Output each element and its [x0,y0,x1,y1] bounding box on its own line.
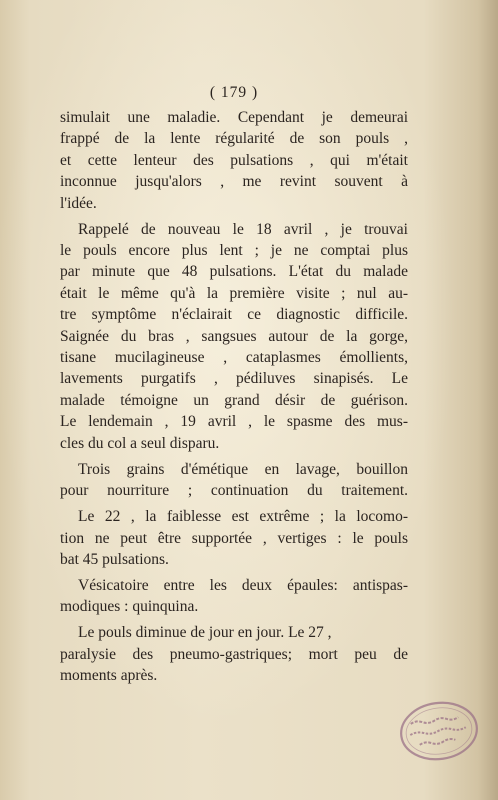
paragraph [60,575,408,618]
text-line: pour nourriture ; continuation du traitement. [60,482,408,500]
text-line: Le 22 , la faiblesse est extrême ; la locomo- [78,508,408,526]
text-line: par minute que 48 pulsations. L'état du malade [60,263,408,281]
text-line: Vésicatoire entre les deux épaules: antispas- [78,576,408,594]
paragraph [60,107,408,214]
text-line: cles du col a seul disparu. [60,434,220,452]
page-number: ( 179 ) [209,84,259,101]
text-line: inconnue jusqu'alors , me revint souvent à [60,173,408,191]
text-line: modiques : quinquina. [60,598,199,616]
text-line: tion ne peut être supportée , vertiges : le pouls [60,529,408,547]
paragraph [60,506,408,570]
text-line: l'idée. [60,194,97,212]
paragraph [60,622,408,686]
text-line: Le lendemain , 19 avril , le spasme des mus- [60,413,408,431]
text-line: malade témoigne un grand désir de guérison. [60,391,408,409]
text-line: frappé de la lente régularité de son pouls , [60,130,408,148]
paragraph [60,459,408,502]
text-line: Rappelé de nouveau le 18 avril , je trouvai [78,220,408,238]
text-line: simulait une maladie. Cependant je demeurai [60,109,408,126]
text-line: tre symptôme n'éclairait ce diagnostic difficile. [60,306,408,324]
text-line: moments après. [60,667,158,685]
paragraph [60,219,408,454]
body-text [60,107,408,687]
text-line: Le pouls diminue de jour en jour. Le 27 , [78,624,332,642]
text-line: Saignée du bras , sangsues autour de la gorge, [60,327,408,345]
text-line: bat 45 pulsations. [60,550,169,568]
text-line: Trois grains d'émétique en lavage, bouillon [78,460,408,478]
text-line: et cette lenteur des pulsations , qui m'était [60,151,408,169]
text-line: tisane mucilagineuse , cataplasmes émollients, [60,349,408,367]
text-line: était le même qu'à la première visite ; nul au- [60,284,408,302]
text-line: paralysie des pneumo-gastriques; mort peu de [60,645,408,663]
text-line: le pouls encore plus lent ; je ne comptai plus [60,242,408,260]
text-line: lavements purgatifs , pédiluves sinapisés. Le [60,370,408,388]
library-stamp [396,696,482,766]
